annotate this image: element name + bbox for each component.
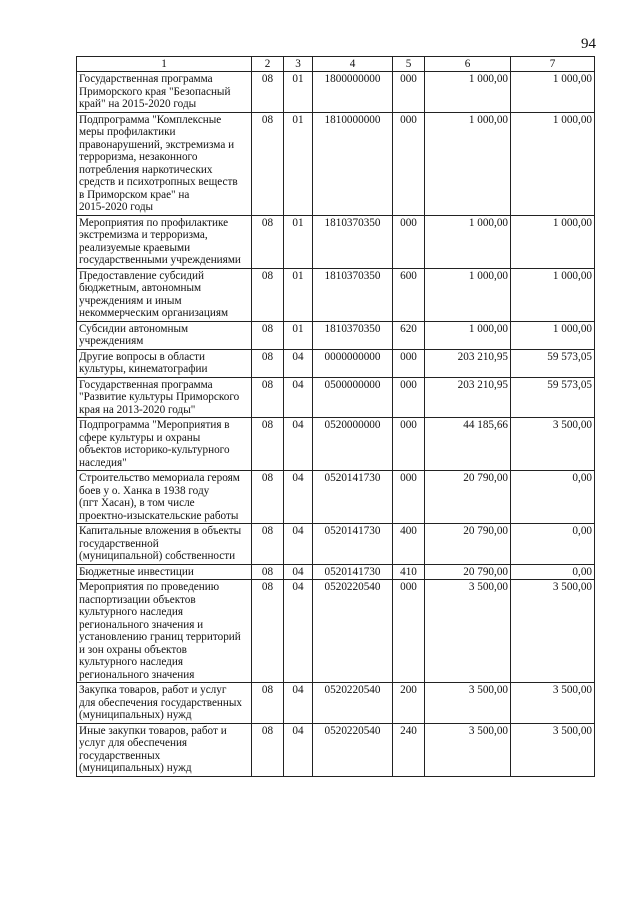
section-code-cell: 08 (252, 524, 284, 565)
row-name-cell: Бюджетные инвестиции (77, 564, 252, 580)
table-row (77, 349, 595, 377)
target-article-cell: 0520220540 (313, 723, 393, 776)
section-code-cell: 08 (252, 377, 284, 418)
subsection-code-cell: 04 (284, 471, 313, 524)
section-code-cell: 08 (252, 349, 284, 377)
amount-2020-cell: 0,00 (511, 471, 595, 524)
table-row (77, 418, 595, 471)
expense-type-cell: 000 (393, 215, 425, 268)
amount-2020-cell: 0,00 (511, 524, 595, 565)
column-header: 1 (77, 57, 252, 72)
expense-type-cell: 600 (393, 268, 425, 321)
amount-2019-cell: 1 000,00 (425, 112, 511, 215)
amount-2019-cell: 3 500,00 (425, 683, 511, 724)
subsection-code-cell: 04 (284, 580, 313, 683)
table-row (77, 72, 595, 113)
table-row (77, 471, 595, 524)
amount-2020-cell: 3 500,00 (511, 418, 595, 471)
expense-type-cell: 000 (393, 72, 425, 113)
table-row (77, 215, 595, 268)
table-row (77, 321, 595, 349)
table-row (77, 268, 595, 321)
target-article-cell: 0520141730 (313, 524, 393, 565)
section-code-cell: 08 (252, 112, 284, 215)
expense-type-cell: 000 (393, 471, 425, 524)
row-name-cell: Закупка товаров, работ и услуг для обеспечения государственных (муниципальных) нужд (77, 683, 252, 724)
subsection-code-cell: 01 (284, 268, 313, 321)
row-name-cell: Мероприятия по проведению паспортизации объектов культурного наследия регионального значения и установлению границ территорий и зон охраны объектов культурного наследия регионального значения (77, 580, 252, 683)
amount-2020-cell: 3 500,00 (511, 723, 595, 776)
expense-type-cell: 000 (393, 112, 425, 215)
table-row (77, 580, 595, 683)
table-row (77, 683, 595, 724)
expense-type-cell: 000 (393, 377, 425, 418)
amount-2019-cell: 20 790,00 (425, 564, 511, 580)
target-article-cell: 0520220540 (313, 683, 393, 724)
amount-2020-cell: 1 000,00 (511, 215, 595, 268)
column-header: 5 (393, 57, 425, 72)
section-code-cell: 08 (252, 418, 284, 471)
amount-2020-cell: 3 500,00 (511, 580, 595, 683)
amount-2019-cell: 44 185,66 (425, 418, 511, 471)
column-header: 4 (313, 57, 393, 72)
target-article-cell: 0520220540 (313, 580, 393, 683)
amount-2020-cell: 59 573,05 (511, 349, 595, 377)
expense-type-cell: 200 (393, 683, 425, 724)
target-article-cell: 1810000000 (313, 112, 393, 215)
expense-type-cell: 000 (393, 580, 425, 683)
budget-table (76, 56, 595, 777)
target-article-cell: 0520000000 (313, 418, 393, 471)
target-article-cell: 0000000000 (313, 349, 393, 377)
target-article-cell: 1810370350 (313, 268, 393, 321)
row-name-cell: Подпрограмма "Комплексные меры профилактики правонарушений, экстремизма и терроризма, незаконного потребления наркотических средств и психотропных веществ в Приморском крае" на 2015-2020 годы (77, 112, 252, 215)
column-header: 7 (511, 57, 595, 72)
table-row (77, 524, 595, 565)
row-name-cell: Субсидии автономным учреждениям (77, 321, 252, 349)
subsection-code-cell: 04 (284, 683, 313, 724)
amount-2019-cell: 1 000,00 (425, 321, 511, 349)
subsection-code-cell: 04 (284, 377, 313, 418)
column-header: 2 (252, 57, 284, 72)
subsection-code-cell: 01 (284, 215, 313, 268)
section-code-cell: 08 (252, 564, 284, 580)
section-code-cell: 08 (252, 321, 284, 349)
row-name-cell: Предоставление субсидий бюджетным, автономным учреждениям и иным некоммерческим организациям (77, 268, 252, 321)
column-header: 3 (284, 57, 313, 72)
column-header: 6 (425, 57, 511, 72)
subsection-code-cell: 04 (284, 524, 313, 565)
section-code-cell: 08 (252, 683, 284, 724)
amount-2019-cell: 3 500,00 (425, 580, 511, 683)
amount-2019-cell: 203 210,95 (425, 349, 511, 377)
table-row (77, 377, 595, 418)
section-code-cell: 08 (252, 723, 284, 776)
expense-type-cell: 240 (393, 723, 425, 776)
subsection-code-cell: 01 (284, 72, 313, 113)
row-name-cell: Подпрограмма "Мероприятия в сфере культуры и охраны объектов историко-культурного наследия" (77, 418, 252, 471)
section-code-cell: 08 (252, 268, 284, 321)
row-name-cell: Капитальные вложения в объекты государственной (муниципальной) собственности (77, 524, 252, 565)
amount-2019-cell: 1 000,00 (425, 268, 511, 321)
amount-2020-cell: 3 500,00 (511, 683, 595, 724)
row-name-cell: Государственная программа "Развитие культуры Приморского края на 2013-2020 годы" (77, 377, 252, 418)
section-code-cell: 08 (252, 580, 284, 683)
amount-2019-cell: 3 500,00 (425, 723, 511, 776)
amount-2020-cell: 0,00 (511, 564, 595, 580)
expense-type-cell: 400 (393, 524, 425, 565)
subsection-code-cell: 04 (284, 349, 313, 377)
subsection-code-cell: 01 (284, 321, 313, 349)
amount-2020-cell: 59 573,05 (511, 377, 595, 418)
target-article-cell: 1810370350 (313, 321, 393, 349)
amount-2020-cell: 1 000,00 (511, 321, 595, 349)
amount-2019-cell: 20 790,00 (425, 471, 511, 524)
amount-2020-cell: 1 000,00 (511, 112, 595, 215)
amount-2019-cell: 203 210,95 (425, 377, 511, 418)
table-row (77, 112, 595, 215)
expense-type-cell: 620 (393, 321, 425, 349)
row-name-cell: Другие вопросы в области культуры, кинематографии (77, 349, 252, 377)
target-article-cell: 0500000000 (313, 377, 393, 418)
amount-2020-cell: 1 000,00 (511, 268, 595, 321)
row-name-cell: Мероприятия по профилактике экстремизма и терроризма, реализуемые краевыми государственными учреждениями (77, 215, 252, 268)
expense-type-cell: 410 (393, 564, 425, 580)
expense-type-cell: 000 (393, 418, 425, 471)
target-article-cell: 1810370350 (313, 215, 393, 268)
table-header-row (77, 57, 595, 72)
row-name-cell: Строительство мемориала героям боев у о. Ханка в 1938 году (пгт Хасан), в том числе проектно-изыскательские работы (77, 471, 252, 524)
amount-2020-cell: 1 000,00 (511, 72, 595, 113)
page-number: 94 (581, 36, 596, 52)
table-row (77, 564, 595, 580)
subsection-code-cell: 04 (284, 723, 313, 776)
section-code-cell: 08 (252, 72, 284, 113)
section-code-cell: 08 (252, 215, 284, 268)
row-name-cell: Иные закупки товаров, работ и услуг для обеспечения государственных (муниципальных) нужд (77, 723, 252, 776)
subsection-code-cell: 04 (284, 418, 313, 471)
amount-2019-cell: 1 000,00 (425, 72, 511, 113)
target-article-cell: 0520141730 (313, 564, 393, 580)
row-name-cell: Государственная программа Приморского края "Безопасный край" на 2015-2020 годы (77, 72, 252, 113)
section-code-cell: 08 (252, 471, 284, 524)
subsection-code-cell: 01 (284, 112, 313, 215)
amount-2019-cell: 20 790,00 (425, 524, 511, 565)
amount-2019-cell: 1 000,00 (425, 215, 511, 268)
target-article-cell: 0520141730 (313, 471, 393, 524)
expense-type-cell: 000 (393, 349, 425, 377)
target-article-cell: 1800000000 (313, 72, 393, 113)
table-row (77, 723, 595, 776)
subsection-code-cell: 04 (284, 564, 313, 580)
